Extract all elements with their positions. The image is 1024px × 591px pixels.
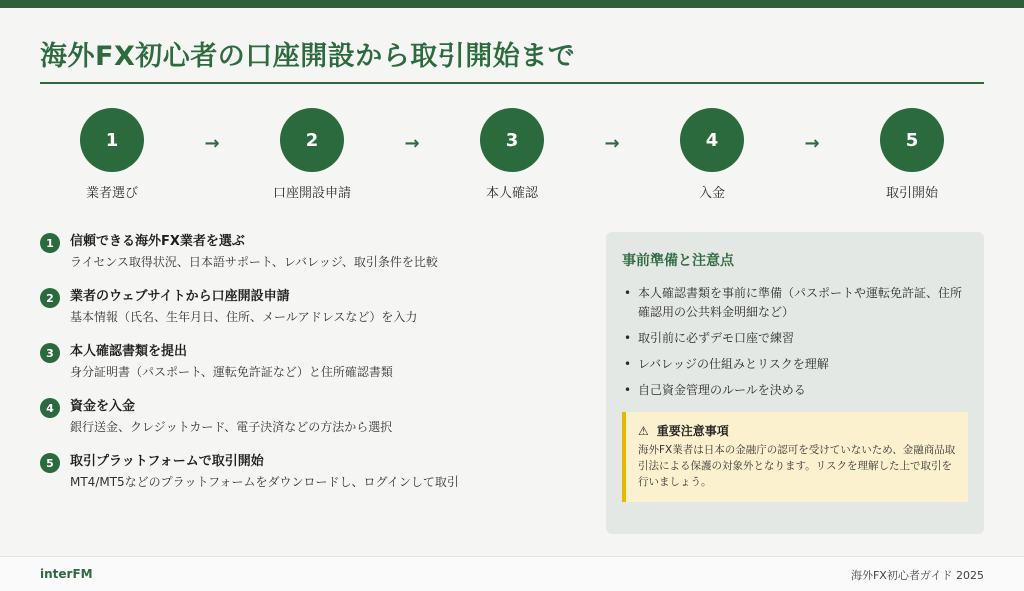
bullet-icon: • (624, 286, 632, 300)
list-item-text: レバレッジの仕組みとリスクを理解 (638, 357, 829, 371)
footer-note: 海外FX初心者ガイド 2025 (850, 569, 984, 582)
bullet-icon: • (624, 331, 632, 345)
detail-description: ライセンス取得状況、日本語サポート、レバレッジ、取引条件を比較 (70, 255, 438, 269)
detail-description: 基本情報（氏名、生年月日、住所、メールアドレスなど）を入力 (70, 310, 418, 324)
arrow-right-icon: → (804, 133, 820, 154)
detail-item (40, 342, 580, 381)
detail-title: 資金を入金 (70, 399, 136, 414)
warning-title: 重要注意事項 (656, 424, 729, 438)
step-5 (847, 108, 977, 201)
panel-title: 事前準備と注意点 (622, 253, 734, 269)
list-item (622, 284, 968, 322)
arrow-right-icon: → (404, 133, 420, 154)
step-label: 業者選び (85, 186, 138, 201)
detail-description: 銀行送金、クレジットカード、電子決済などの方法から選択 (70, 420, 393, 434)
warning-icon: ⚠ (638, 423, 649, 438)
title-divider (40, 82, 984, 84)
detail-item (40, 287, 580, 326)
detail-item (40, 452, 580, 491)
detail-number-badge: 4 (40, 398, 60, 418)
list-item-text: 本人確認書類を事前に準備（パスポートや運転免許証、住所確認用の公共料金明細など） (638, 286, 963, 319)
detail-number-badge: 2 (40, 288, 60, 308)
footer-brand-logo: interFM (40, 567, 93, 581)
list-item (622, 381, 968, 400)
detail-number-badge: 3 (40, 343, 60, 363)
step-number: 2 (280, 108, 344, 172)
detail-item (40, 232, 580, 271)
step-flow (40, 108, 984, 208)
detail-description: MT4/MT5などのプラットフォームをダウンロードし、ログインして取引 (70, 475, 459, 489)
detail-title: 業者のウェブサイトから口座開設申請 (70, 289, 290, 304)
preparation-list (622, 284, 968, 400)
bullet-icon: • (624, 357, 632, 371)
step-details-list (40, 232, 580, 507)
detail-number-badge: 5 (40, 453, 60, 473)
detail-title: 信頼できる海外FX業者を選ぶ (70, 234, 245, 249)
warning-header (638, 422, 956, 439)
list-item-text: 取引前に必ずデモ口座で練習 (638, 331, 795, 345)
preparation-panel (606, 232, 984, 534)
step-label: 入金 (698, 186, 725, 201)
page-title: 海外FX初心者の口座開設から取引開始まで (40, 41, 576, 72)
step-2 (247, 108, 377, 201)
list-item-text: 自己資金管理のルールを決める (638, 383, 806, 397)
step-1 (47, 108, 177, 201)
step-4 (647, 108, 777, 201)
detail-description: 身分証明書（パスポート、運転免許証など）と住所確認書類 (70, 365, 393, 379)
list-item (622, 329, 968, 348)
detail-item (40, 397, 580, 436)
warning-box (622, 412, 968, 502)
arrow-right-icon: → (204, 133, 220, 154)
step-number: 5 (880, 108, 944, 172)
bullet-icon: • (624, 383, 632, 397)
step-label: 取引開始 (885, 186, 938, 201)
warning-text: 海外FX業者は日本の金融庁の認可を受けていないため、金融商品取引法による保護の対象外となります。リスクを理解した上で取引を行いましょう。 (638, 444, 956, 488)
detail-number-badge: 1 (40, 233, 60, 253)
top-accent-bar (0, 0, 1024, 8)
step-number: 4 (680, 108, 744, 172)
list-item (622, 355, 968, 374)
detail-title: 本人確認書類を提出 (70, 344, 188, 359)
detail-title: 取引プラットフォームで取引開始 (70, 454, 264, 469)
footer (0, 557, 1024, 591)
step-label: 本人確認 (485, 186, 538, 201)
arrow-right-icon: → (604, 133, 620, 154)
step-label: 口座開設申請 (272, 186, 351, 201)
step-3 (447, 108, 577, 201)
step-number: 3 (480, 108, 544, 172)
step-number: 1 (80, 108, 144, 172)
